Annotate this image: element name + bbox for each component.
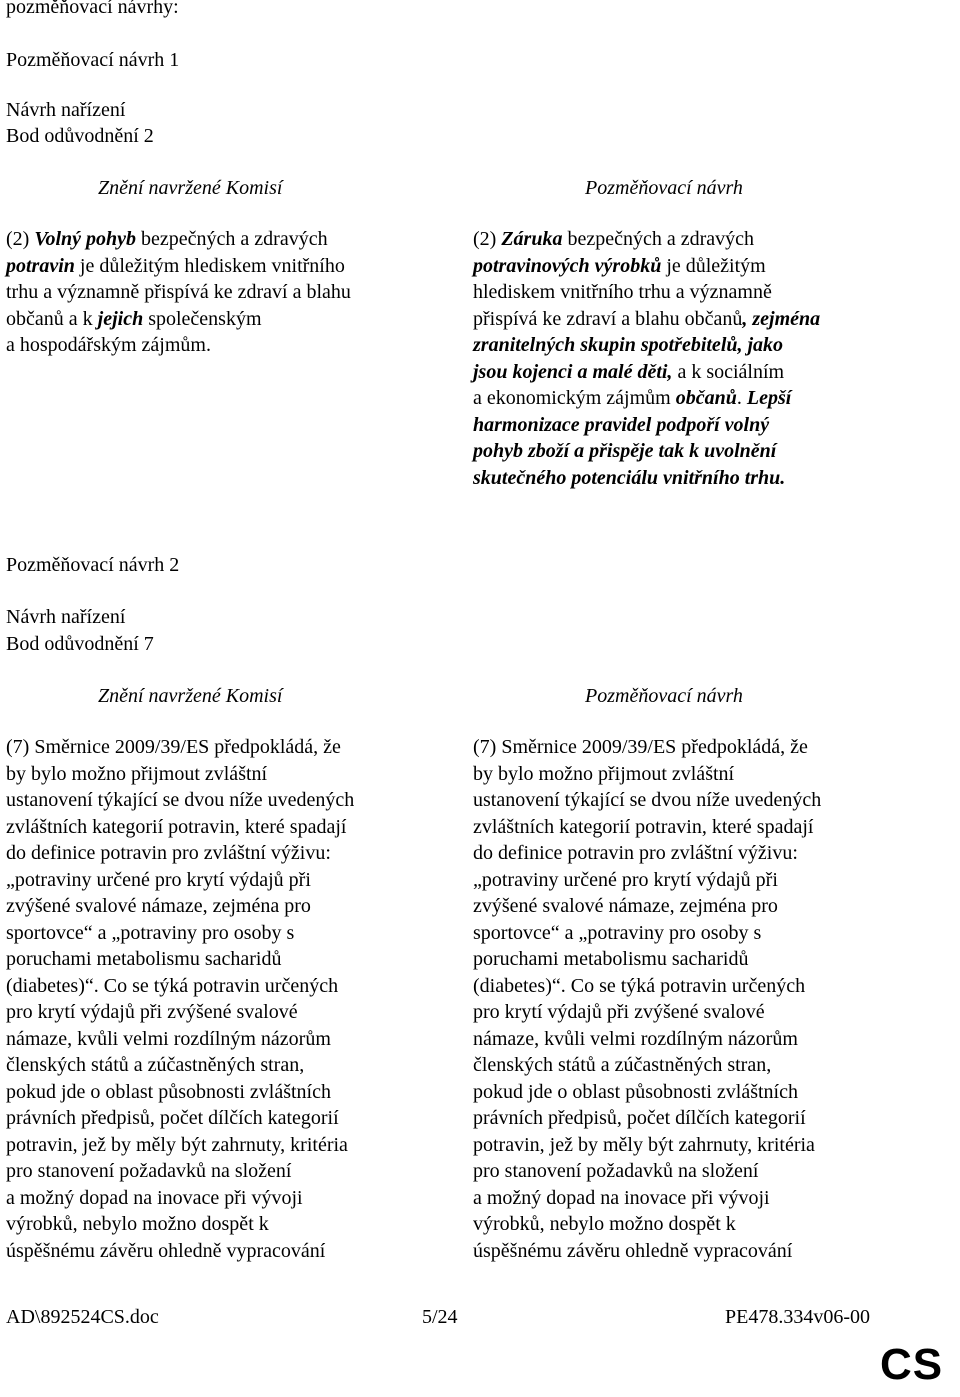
text-line: potravinových výrobků je důležitým [473, 254, 766, 277]
amendment-2-recital: Bod odůvodnění 7 [6, 633, 154, 655]
text-line: členských států a zúčastněných stran, [6, 1054, 305, 1076]
language-code: CS [880, 1340, 944, 1389]
footer-document-id: AD\892524CS.doc [6, 1306, 159, 1328]
amendment-1-proposal: Návrh nařízení [6, 99, 126, 121]
amendment-1-commission-text [6, 226, 351, 359]
text-line: úspěšnému závěru ohledně vypracování [473, 1239, 793, 1262]
text-line: a ekonomickým zájmům občanů. Lepší [473, 387, 792, 409]
amendment-2-commission-text [6, 734, 354, 1264]
text-line: „potraviny určené pro krytí výdajů při [6, 868, 311, 891]
text-line: pokud jde o oblast působnosti zvláštních [473, 1080, 798, 1103]
text-line: by bylo možno přijmout zvláštní [473, 762, 735, 785]
text-line: ustanovení týkající se dvou níže uvedených [473, 789, 822, 811]
text-line: pro stanovení požadavků na složení [473, 1160, 759, 1182]
amendment-1-recital: Bod odůvodnění 2 [6, 125, 154, 147]
text-line: poruchami metabolismu sacharidů [473, 948, 749, 970]
text-line: do definice potravin pro zvláštní výživu: [473, 842, 798, 864]
text-line: by bylo možno přijmout zvláštní [6, 762, 268, 785]
text-line: pro krytí výdajů při zvýšené svalové [473, 1001, 765, 1023]
text-line: potravin je důležitým hlediskem vnitřního [6, 254, 345, 277]
text-line: jsou kojenci a malé děti, a k sociálním [473, 360, 785, 383]
text-line: občanů a k jejich společenským [6, 307, 262, 330]
footer-reference: PE478.334v06-00 [725, 1306, 870, 1328]
text-line: „potraviny určené pro krytí výdajů při [473, 868, 778, 891]
text-line: zvýšené svalové námaze, zejména pro [473, 895, 778, 917]
text-line: potravin, jež by měly být zahrnuty, kritéria [6, 1133, 348, 1156]
text-line: právních předpisů, počet dílčích kategorií [473, 1107, 806, 1129]
text-line: sportovce“ a „potraviny pro osoby s [473, 921, 762, 944]
text-line: výrobků, nebylo možno dospět k [473, 1213, 736, 1235]
text-line: (7) Směrnice 2009/39/ES předpokládá, že [473, 736, 808, 758]
text-line: zvýšené svalové námaze, zejména pro [6, 895, 311, 917]
footer-page-number: 5/24 [422, 1306, 458, 1328]
text-line: výrobků, nebylo možno dospět k [6, 1213, 269, 1235]
text-line: pro stanovení požadavků na složení [6, 1160, 292, 1182]
text-line: a možný dopad na inovace při vývoji [6, 1186, 303, 1209]
text-line: zvláštních kategorií potravin, které spadají [473, 815, 814, 838]
text-line: zranitelných skupin spotřebitelů, jako [473, 334, 784, 356]
amendment-2-amendment-text [473, 734, 821, 1264]
text-line: poruchami metabolismu sacharidů [6, 948, 282, 970]
text-line: zvláštních kategorií potravin, které spadají [6, 815, 347, 838]
text-line: hlediskem vnitřního trhu a významně [473, 281, 772, 303]
text-line: právních předpisů, počet dílčích kategorií [6, 1107, 339, 1129]
text-line: trhu a významně přispívá ke zdraví a blahu [6, 281, 351, 303]
amendment-1-right-header: Pozměňovací návrh [585, 177, 743, 199]
text-line: ustanovení týkající se dvou níže uvedených [6, 789, 355, 811]
amendment-2-proposal: Návrh nařízení [6, 606, 126, 628]
text-line: pohyb zboží a přispěje tak k uvolnění [473, 440, 777, 462]
text-line: úspěšnému závěru ohledně vypracování [6, 1239, 326, 1262]
amendment-1-left-header: Znění navržené Komisí [98, 177, 283, 199]
text-line: (2) Záruka bezpečných a zdravých [473, 228, 755, 250]
text-line: a možný dopad na inovace při vývoji [473, 1186, 770, 1209]
text-line: (2) Volný pohyb bezpečných a zdravých [6, 228, 328, 250]
text-line: pokud jde o oblast působnosti zvláštních [6, 1080, 331, 1103]
amendment-2-left-header: Znění navržené Komisí [98, 685, 283, 707]
text-line: (diabetes)“. Co se týká potravin určených [6, 974, 339, 997]
amendment-1-amendment-text [473, 226, 820, 491]
text-line: potravin, jež by měly být zahrnuty, kritéria [473, 1133, 815, 1156]
text-line: sportovce“ a „potraviny pro osoby s [6, 921, 295, 944]
text-line: námaze, kvůli velmi rozdílným názorům [473, 1027, 798, 1050]
amendment-2-right-header: Pozměňovací návrh [585, 685, 743, 707]
amendment-2-title: Pozměňovací návrh 2 [6, 554, 180, 576]
text-line: přispívá ke zdraví a blahu občanů, zejména [473, 307, 821, 330]
text-line: (diabetes)“. Co se týká potravin určených [473, 974, 806, 997]
text-line: a hospodářským zájmům. [6, 334, 211, 356]
text-line: do definice potravin pro zvláštní výživu: [6, 842, 331, 864]
text-line: (7) Směrnice 2009/39/ES předpokládá, že [6, 736, 341, 758]
text-line: harmonizace pravidel podpoří volný [473, 413, 770, 436]
text-line: pro krytí výdajů při zvýšené svalové [6, 1001, 298, 1023]
intro-text: pozměňovací návrhy: [6, 0, 179, 18]
amendment-1-title: Pozměňovací návrh 1 [6, 49, 180, 71]
text-line: skutečného potenciálu vnitřního trhu. [473, 466, 786, 489]
text-line: členských států a zúčastněných stran, [473, 1054, 772, 1076]
text-line: námaze, kvůli velmi rozdílným názorům [6, 1027, 331, 1050]
